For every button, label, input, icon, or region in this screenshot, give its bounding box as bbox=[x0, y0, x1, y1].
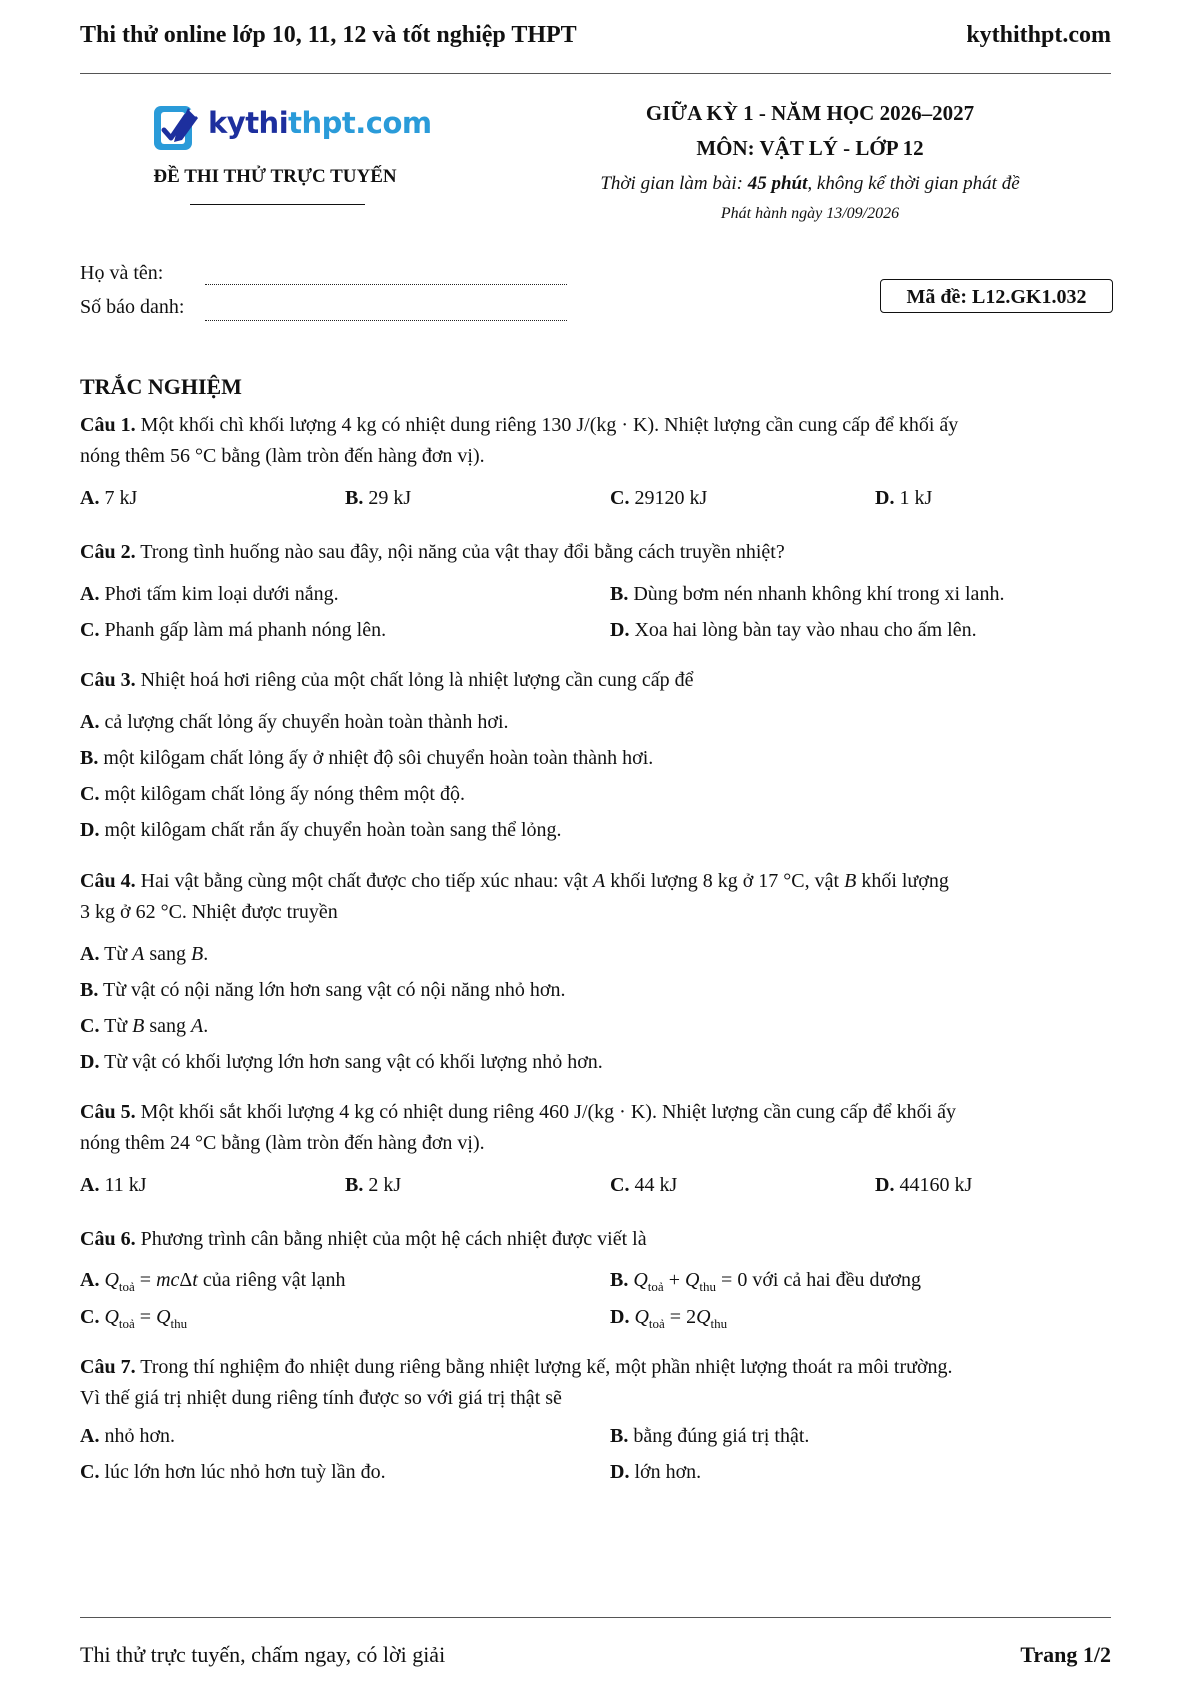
math-subscript: toả bbox=[118, 1279, 135, 1294]
option-key: B. bbox=[345, 1174, 364, 1196]
option-d[interactable] bbox=[80, 1051, 603, 1074]
header-left-text: Thi thử online lớp 10, 11, 12 và tốt nghiệp THPT bbox=[80, 22, 577, 48]
option-key: B. bbox=[345, 487, 364, 509]
question-label: Câu 2. bbox=[80, 541, 136, 563]
question-text: 3 kg ở 62 °C. Nhiệt được truyền bbox=[80, 901, 338, 923]
math-subscript: toả bbox=[647, 1279, 664, 1294]
math-op: Δ bbox=[179, 1269, 193, 1291]
option-text: 7 kJ bbox=[104, 487, 138, 509]
option-text: bằng đúng giá trị thật. bbox=[633, 1425, 810, 1447]
option-text: Phanh gấp làm má phanh nóng lên. bbox=[104, 619, 387, 641]
option-key: A. bbox=[80, 1269, 100, 1291]
option-key: B. bbox=[610, 1425, 629, 1447]
option-key: B. bbox=[80, 747, 99, 769]
question-label: Câu 4. bbox=[80, 870, 136, 892]
release-date: Phát hành ngày 13/09/2026 bbox=[720, 205, 900, 222]
math-var: Q bbox=[633, 1269, 648, 1291]
exam-type-label: ĐỀ THI THỬ TRỰC TUYẾN bbox=[153, 166, 397, 187]
math-var: Q bbox=[104, 1306, 119, 1328]
math-var: Q bbox=[156, 1306, 171, 1328]
question-text: Một khối chì khối lượng 4 kg có nhiệt dung riêng 130 J/(kg · K). Nhiệt lượng cần cung cấp để khối ấy bbox=[140, 414, 959, 436]
option-key: A. bbox=[80, 711, 100, 733]
exam-duration bbox=[540, 168, 1080, 200]
option-key: D. bbox=[80, 1051, 100, 1073]
question-text: Một khối sắt khối lượng 4 kg có nhiệt dung riêng 460 J/(kg · K). Nhiệt lượng cần cung cấp để khối ấy bbox=[140, 1101, 957, 1123]
site-logo[interactable] bbox=[152, 100, 432, 156]
option-key: A. bbox=[80, 943, 100, 965]
math-op: + bbox=[663, 1269, 685, 1291]
math-var: B bbox=[844, 870, 857, 892]
math-subscript: thu bbox=[699, 1279, 717, 1294]
option-d[interactable] bbox=[80, 819, 562, 842]
name-label: Họ và tên: bbox=[80, 262, 164, 284]
option-b[interactable] bbox=[610, 1269, 921, 1295]
option-key: D. bbox=[875, 1174, 895, 1196]
option-key: B. bbox=[80, 979, 99, 1001]
option-b[interactable] bbox=[345, 1174, 401, 1197]
math-var: t bbox=[192, 1269, 198, 1291]
id-label: Số báo danh: bbox=[80, 296, 185, 318]
option-text: sang bbox=[144, 1015, 192, 1037]
option-text: cả lượng chất lỏng ấy chuyển hoàn toàn thành hơi. bbox=[104, 711, 509, 733]
question-label: Câu 1. bbox=[80, 414, 136, 436]
math-var: Q bbox=[634, 1306, 649, 1328]
option-a[interactable] bbox=[80, 1174, 147, 1197]
option-text: Từ vật có khối lượng lớn hơn sang vật có khối lượng nhỏ hơn. bbox=[104, 1051, 603, 1073]
math-var: B bbox=[191, 943, 204, 965]
math-var: B bbox=[132, 1015, 145, 1037]
math-subscript: toả bbox=[648, 1316, 665, 1331]
option-c[interactable] bbox=[610, 487, 707, 510]
option-text: . bbox=[203, 1015, 209, 1037]
question-1 bbox=[80, 410, 1120, 472]
option-key: C. bbox=[80, 1306, 100, 1328]
option-c[interactable] bbox=[80, 1306, 187, 1332]
math-subscript: thu bbox=[170, 1316, 188, 1331]
question-label: Câu 6. bbox=[80, 1228, 136, 1250]
math-var: A bbox=[592, 870, 606, 892]
math-var: Q bbox=[684, 1269, 700, 1291]
exam-type-underline bbox=[190, 204, 365, 205]
option-text: Phơi tấm kim loại dưới nắng. bbox=[104, 583, 339, 605]
math-op: = bbox=[134, 1306, 157, 1328]
option-c[interactable] bbox=[80, 1461, 386, 1484]
logo-text bbox=[208, 106, 432, 140]
math-var: Q bbox=[696, 1306, 711, 1328]
option-text: một kilôgam chất lỏng ấy nóng thêm một độ. bbox=[104, 783, 465, 805]
question-3 bbox=[80, 665, 1120, 696]
option-text: 29120 kJ bbox=[634, 487, 708, 509]
option-text: 29 kJ bbox=[368, 487, 412, 509]
question-text: nóng thêm 56 °C bằng (làm tròn đến hàng đơn vị). bbox=[80, 445, 485, 467]
question-6 bbox=[80, 1224, 1120, 1255]
math-op: = bbox=[134, 1269, 157, 1291]
math-op: = 0 bbox=[716, 1269, 748, 1291]
exam-subject: MÔN: VẬT LÝ - LỚP 12 bbox=[696, 136, 924, 160]
question-text: Phương trình cân bằng nhiệt của một hệ cách nhiệt được viết là bbox=[140, 1228, 647, 1250]
option-key: D. bbox=[875, 487, 895, 509]
question-label: Câu 7. bbox=[80, 1356, 136, 1378]
footer-tagline: Thi thử trực tuyến, chấm ngay, có lời giải bbox=[80, 1642, 446, 1667]
page-header bbox=[80, 22, 1111, 54]
option-key: C. bbox=[610, 487, 630, 509]
math-var: A bbox=[132, 943, 145, 965]
option-a[interactable] bbox=[80, 943, 208, 966]
option-c[interactable] bbox=[80, 783, 465, 806]
question-7 bbox=[80, 1352, 1120, 1414]
question-5 bbox=[80, 1097, 1120, 1159]
question-text: Vì thế giá trị nhiệt dung riêng tính được so với giá trị thật sẽ bbox=[80, 1387, 562, 1409]
option-key: C. bbox=[80, 1461, 100, 1483]
option-b[interactable] bbox=[610, 1425, 809, 1448]
option-text: Dùng bơm nén nhanh không khí trong xi lanh. bbox=[633, 583, 1005, 605]
option-text: 44 kJ bbox=[634, 1174, 678, 1196]
option-key: B. bbox=[610, 583, 629, 605]
question-text: khối lượng 8 kg ở 17 °C, vật bbox=[605, 870, 845, 892]
question-text: nóng thêm 24 °C bằng (làm tròn đến hàng đơn vị). bbox=[80, 1132, 485, 1154]
question-text: Nhiệt hoá hơi riêng của một chất lỏng là nhiệt lượng cần cung cấp để bbox=[140, 669, 694, 691]
page-number: Trang 1/2 bbox=[1020, 1642, 1111, 1667]
option-c[interactable] bbox=[80, 1015, 208, 1038]
option-text: Từ bbox=[104, 943, 133, 965]
option-a[interactable] bbox=[80, 583, 339, 606]
question-text: Hai vật bằng cùng một chất được cho tiếp xúc nhau: vật bbox=[140, 870, 593, 892]
logo-text-part2: thpt.com bbox=[288, 106, 432, 140]
question-label: Câu 5. bbox=[80, 1101, 136, 1123]
option-b[interactable] bbox=[345, 487, 411, 510]
name-field[interactable] bbox=[205, 284, 567, 285]
footer-divider bbox=[80, 1617, 1111, 1618]
option-text: của riêng vật lạnh bbox=[197, 1269, 346, 1291]
duration-suffix: , không kể thời gian phát đề bbox=[807, 173, 1020, 194]
math-var: A bbox=[191, 1015, 204, 1037]
duration-value: 45 phút bbox=[747, 173, 808, 194]
question-text: khối lượng bbox=[856, 870, 949, 892]
exam-term: GIỮA KỲ 1 - NĂM HỌC 2026–2027 bbox=[645, 101, 975, 125]
option-c[interactable] bbox=[610, 1174, 677, 1197]
question-4 bbox=[80, 866, 1120, 928]
option-text: một kilôgam chất lỏng ấy ở nhiệt độ sôi chuyển hoàn toàn thành hơi. bbox=[103, 747, 654, 769]
math-var: mc bbox=[156, 1269, 180, 1291]
option-key: B. bbox=[610, 1269, 629, 1291]
pencil-check-icon bbox=[152, 102, 202, 154]
option-key: A. bbox=[80, 1425, 100, 1447]
option-text: 1 kJ bbox=[899, 487, 933, 509]
option-text: Từ vật có nội năng lớn hơn sang vật có nội năng nhỏ hơn. bbox=[102, 979, 566, 1001]
option-d[interactable] bbox=[875, 487, 932, 510]
math-subscript: thu bbox=[710, 1316, 728, 1331]
option-d[interactable] bbox=[610, 619, 977, 642]
option-d[interactable] bbox=[610, 1461, 701, 1484]
option-key: C. bbox=[610, 1174, 630, 1196]
exam-code-box: Mã đề: L12.GK1.032 bbox=[880, 279, 1113, 313]
option-key: C. bbox=[80, 783, 100, 805]
id-field[interactable] bbox=[205, 320, 567, 321]
option-key: D. bbox=[610, 1306, 630, 1328]
question-2 bbox=[80, 537, 1120, 568]
option-b[interactable] bbox=[610, 583, 1004, 606]
option-key: A. bbox=[80, 583, 100, 605]
question-text: Trong tình huống nào sau đây, nội năng của vật thay đổi bằng cách truyền nhiệt? bbox=[140, 541, 785, 563]
exam-info bbox=[540, 96, 1080, 228]
option-text: lớn hơn. bbox=[634, 1461, 702, 1483]
option-text: với cả hai đều dương bbox=[747, 1269, 921, 1291]
option-key: D. bbox=[80, 819, 100, 841]
option-key: A. bbox=[80, 1174, 100, 1196]
question-text: Trong thí nghiệm đo nhiệt dung riêng bằng nhiệt lượng kế, một phần nhiệt lượng thoát ra môi trường. bbox=[140, 1356, 953, 1378]
option-a[interactable] bbox=[80, 1269, 346, 1295]
option-a[interactable] bbox=[80, 487, 137, 510]
option-b[interactable] bbox=[80, 747, 653, 770]
option-key: D. bbox=[610, 1461, 630, 1483]
duration-prefix: Thời gian làm bài: bbox=[600, 173, 748, 194]
math-subscript: toả bbox=[118, 1316, 135, 1331]
option-text: Xoa hai lòng bàn tay vào nhau cho ấm lên. bbox=[634, 619, 977, 641]
option-key: D. bbox=[610, 619, 630, 641]
option-a[interactable] bbox=[80, 1425, 175, 1448]
option-text: 11 kJ bbox=[104, 1174, 147, 1196]
option-b[interactable] bbox=[80, 979, 565, 1002]
header-divider bbox=[80, 73, 1111, 74]
option-text: 44160 kJ bbox=[899, 1174, 973, 1196]
option-d[interactable] bbox=[875, 1174, 972, 1197]
option-c[interactable] bbox=[80, 619, 386, 642]
option-text: Từ bbox=[104, 1015, 133, 1037]
option-text: một kilôgam chất rắn ấy chuyển hoàn toàn sang thể lỏng. bbox=[104, 819, 562, 841]
section-title: TRẮC NGHIỆM bbox=[80, 374, 242, 399]
option-d[interactable] bbox=[610, 1306, 727, 1332]
option-a[interactable] bbox=[80, 711, 509, 734]
option-text: nhỏ hơn. bbox=[104, 1425, 176, 1447]
option-key: A. bbox=[80, 487, 100, 509]
option-text: lúc lớn hơn lúc nhỏ hơn tuỳ lần đo. bbox=[104, 1461, 386, 1483]
header-site-link[interactable]: kythithpt.com bbox=[966, 22, 1111, 48]
logo-text-part1: kythi bbox=[208, 106, 289, 140]
math-op: = 2 bbox=[664, 1306, 697, 1328]
option-text: 2 kJ bbox=[368, 1174, 402, 1196]
question-label: Câu 3. bbox=[80, 669, 136, 691]
option-key: C. bbox=[80, 619, 100, 641]
option-text: . bbox=[203, 943, 209, 965]
option-text: sang bbox=[144, 943, 192, 965]
math-var: Q bbox=[104, 1269, 119, 1291]
option-key: C. bbox=[80, 1015, 100, 1037]
